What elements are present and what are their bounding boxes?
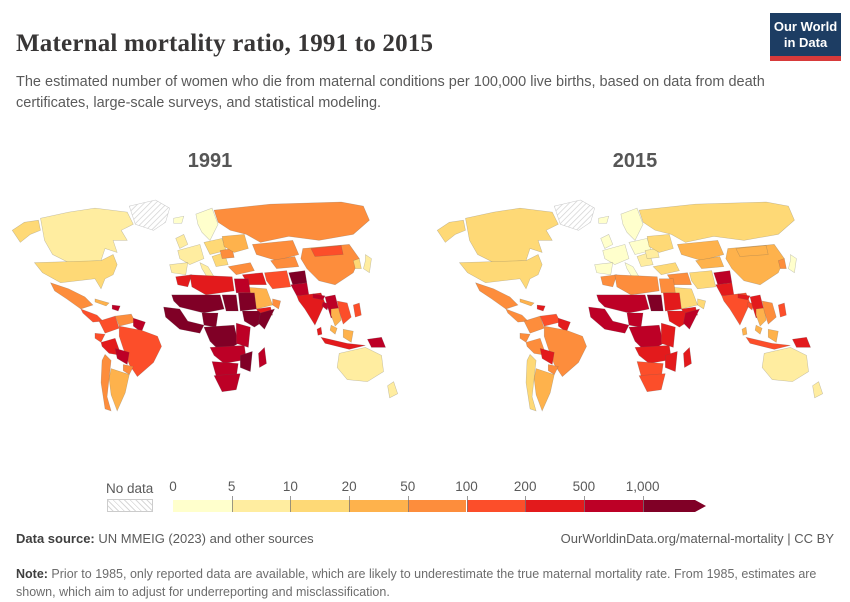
world-map-1991: [8, 196, 412, 418]
region-argentina-1991[interactable]: [109, 369, 129, 411]
world-map-2015: [433, 196, 837, 418]
region-pakistan-1991[interactable]: [291, 283, 309, 296]
owid-logo-line2: in Data: [772, 35, 839, 51]
owid-logo[interactable]: [770, 13, 841, 61]
legend-tick: [408, 496, 409, 512]
region-iceland-2015[interactable]: [599, 216, 609, 223]
region-east_africa-2015[interactable]: [661, 323, 675, 347]
legend-tick: [232, 496, 233, 512]
region-australia-1991[interactable]: [337, 347, 383, 381]
region-iran-1991[interactable]: [264, 271, 290, 289]
region-philippines-2015[interactable]: [778, 303, 786, 317]
legend-tick-label: 50: [400, 479, 415, 494]
region-uk_ireland-2015[interactable]: [601, 234, 613, 248]
region-mexico-2015[interactable]: [476, 283, 518, 309]
legend-tick: [525, 496, 526, 512]
region-venezuela-2015[interactable]: [540, 314, 560, 326]
region-greenland-2015[interactable]: [554, 200, 594, 230]
region-png-1991[interactable]: [367, 337, 385, 347]
region-ecuador-2015[interactable]: [520, 333, 530, 342]
region-alaska-1991[interactable]: [12, 220, 40, 242]
legend-tick-label: 0: [169, 479, 177, 494]
region-morocco-1991[interactable]: [176, 275, 192, 287]
region-uk_ireland-1991[interactable]: [176, 234, 188, 248]
region-south_africa-1991[interactable]: [214, 374, 240, 392]
region-canada-1991[interactable]: [40, 208, 133, 262]
region-malay_peninsula-2015[interactable]: [755, 325, 762, 334]
region-australia-2015[interactable]: [762, 347, 808, 381]
legend-segment-6[interactable]: [525, 500, 584, 512]
citation-link[interactable]: OurWorldinData.org/maternal-mortality | CC BY: [561, 531, 834, 546]
legend-segment-3[interactable]: [349, 500, 408, 512]
legend-tick: [467, 496, 468, 512]
region-central_america-1991[interactable]: [81, 309, 103, 322]
region-alaska-2015[interactable]: [437, 220, 465, 242]
region-madagascar-2015[interactable]: [683, 347, 691, 367]
region-japan-1991[interactable]: [363, 255, 371, 273]
region-sri_lanka-2015[interactable]: [742, 327, 747, 335]
legend-segment-5[interactable]: [467, 500, 526, 512]
legend-no-data-swatch[interactable]: [107, 499, 153, 512]
region-venezuela-1991[interactable]: [115, 314, 135, 326]
legend-segment-7[interactable]: [584, 500, 643, 512]
region-spain_portugal-2015[interactable]: [595, 263, 613, 275]
region-malay_peninsula-1991[interactable]: [330, 325, 337, 334]
legend-segment-8[interactable]: [643, 500, 695, 512]
legend-tick: [349, 496, 350, 512]
legend-tick-label: 10: [283, 479, 298, 494]
region-hispaniola-1991[interactable]: [112, 305, 120, 311]
legend-tick-label: 5: [228, 479, 236, 494]
region-spain_portugal-1991[interactable]: [170, 263, 188, 275]
region-turkey-2015[interactable]: [653, 263, 679, 275]
region-egypt-1991[interactable]: [234, 279, 250, 293]
owid-logo-line1: Our World: [772, 19, 839, 35]
region-chad-1991[interactable]: [222, 295, 238, 311]
legend-tick-label: 1,000: [626, 479, 660, 494]
region-canada-2015[interactable]: [465, 208, 558, 262]
legend-scale: [173, 500, 718, 512]
legend-tick: [584, 496, 585, 512]
map-year-label-2015: 2015: [433, 150, 837, 173]
region-new_zealand-2015[interactable]: [813, 382, 823, 398]
legend-no-data-label: No data: [106, 481, 153, 496]
region-mexico-1991[interactable]: [51, 283, 93, 309]
region-turkey-1991[interactable]: [228, 263, 254, 275]
region-indonesia-2015[interactable]: [746, 337, 790, 349]
legend-tick-label: 100: [455, 479, 478, 494]
footer-note: [16, 565, 834, 602]
region-afghanistan-2015[interactable]: [714, 271, 732, 285]
legend-segment-2[interactable]: [290, 500, 349, 512]
data-source-text: UN MMEIG (2023) and other sources: [95, 531, 314, 546]
region-hispaniola-2015[interactable]: [537, 305, 545, 311]
legend-tick-label: 200: [514, 479, 537, 494]
chart-subtitle: The estimated number of women who die from maternal conditions per 100,000 live births, based on data from death certificates, large-scale surveys, and statistical modeling.: [16, 72, 766, 114]
region-argentina-2015[interactable]: [534, 369, 554, 411]
region-egypt-2015[interactable]: [659, 279, 675, 293]
region-south_africa-2015[interactable]: [639, 374, 665, 392]
region-greenland-1991[interactable]: [129, 200, 169, 230]
page-title: Maternal mortality ratio, 1991 to 2015: [16, 30, 433, 58]
legend-segment-0[interactable]: [173, 500, 232, 512]
region-borneo-2015[interactable]: [768, 329, 778, 342]
region-japan-2015[interactable]: [788, 255, 796, 273]
legend-arrow: [695, 500, 706, 512]
region-east_africa-1991[interactable]: [236, 323, 250, 347]
region-new_zealand-1991[interactable]: [388, 382, 398, 398]
legend-segment-4[interactable]: [408, 500, 467, 512]
region-ecuador-1991[interactable]: [95, 333, 105, 342]
region-oman-1991[interactable]: [273, 299, 281, 309]
legend-tick-label: 500: [573, 479, 596, 494]
note-label: Note:: [16, 567, 48, 581]
region-nigeria-1991[interactable]: [202, 313, 218, 327]
legend-segment-1[interactable]: [232, 500, 291, 512]
region-indonesia-1991[interactable]: [321, 337, 365, 349]
region-sudan-1991[interactable]: [238, 293, 256, 311]
region-sudan-2015[interactable]: [663, 293, 681, 311]
region-oman-2015[interactable]: [698, 299, 706, 309]
region-borneo-1991[interactable]: [343, 329, 353, 342]
region-afghanistan-1991[interactable]: [289, 271, 307, 285]
legend-tick-label: 20: [342, 479, 357, 494]
region-algeria_libya-2015[interactable]: [615, 275, 659, 295]
region-iran-2015[interactable]: [689, 271, 715, 289]
region-central_america-2015[interactable]: [506, 309, 528, 322]
region-nigeria-2015[interactable]: [627, 313, 643, 327]
legend-tick: [290, 496, 291, 512]
legend-tick: [643, 496, 644, 512]
region-iceland-1991[interactable]: [174, 216, 184, 223]
region-cuba-2015[interactable]: [520, 299, 534, 306]
region-png-2015[interactable]: [792, 337, 810, 347]
region-cuba-1991[interactable]: [95, 299, 109, 306]
footer-source-row: [16, 531, 834, 546]
data-source-label: Data source:: [16, 531, 95, 546]
region-philippines-1991[interactable]: [353, 303, 361, 317]
region-morocco-2015[interactable]: [601, 275, 617, 287]
region-sri_lanka-1991[interactable]: [317, 327, 322, 335]
region-chad-2015[interactable]: [647, 295, 663, 311]
data-source: [16, 531, 314, 546]
region-pakistan-2015[interactable]: [716, 283, 734, 296]
note-text: Prior to 1985, only reported data are available, which are likely to underestimate the true maternal mortality rate. From 1985, estimates are shown, which aim to adjust for underreporting and misclassification.: [16, 567, 816, 600]
map-year-label-1991: 1991: [8, 150, 412, 173]
region-algeria_libya-1991[interactable]: [190, 275, 234, 295]
region-madagascar-1991[interactable]: [258, 347, 266, 367]
